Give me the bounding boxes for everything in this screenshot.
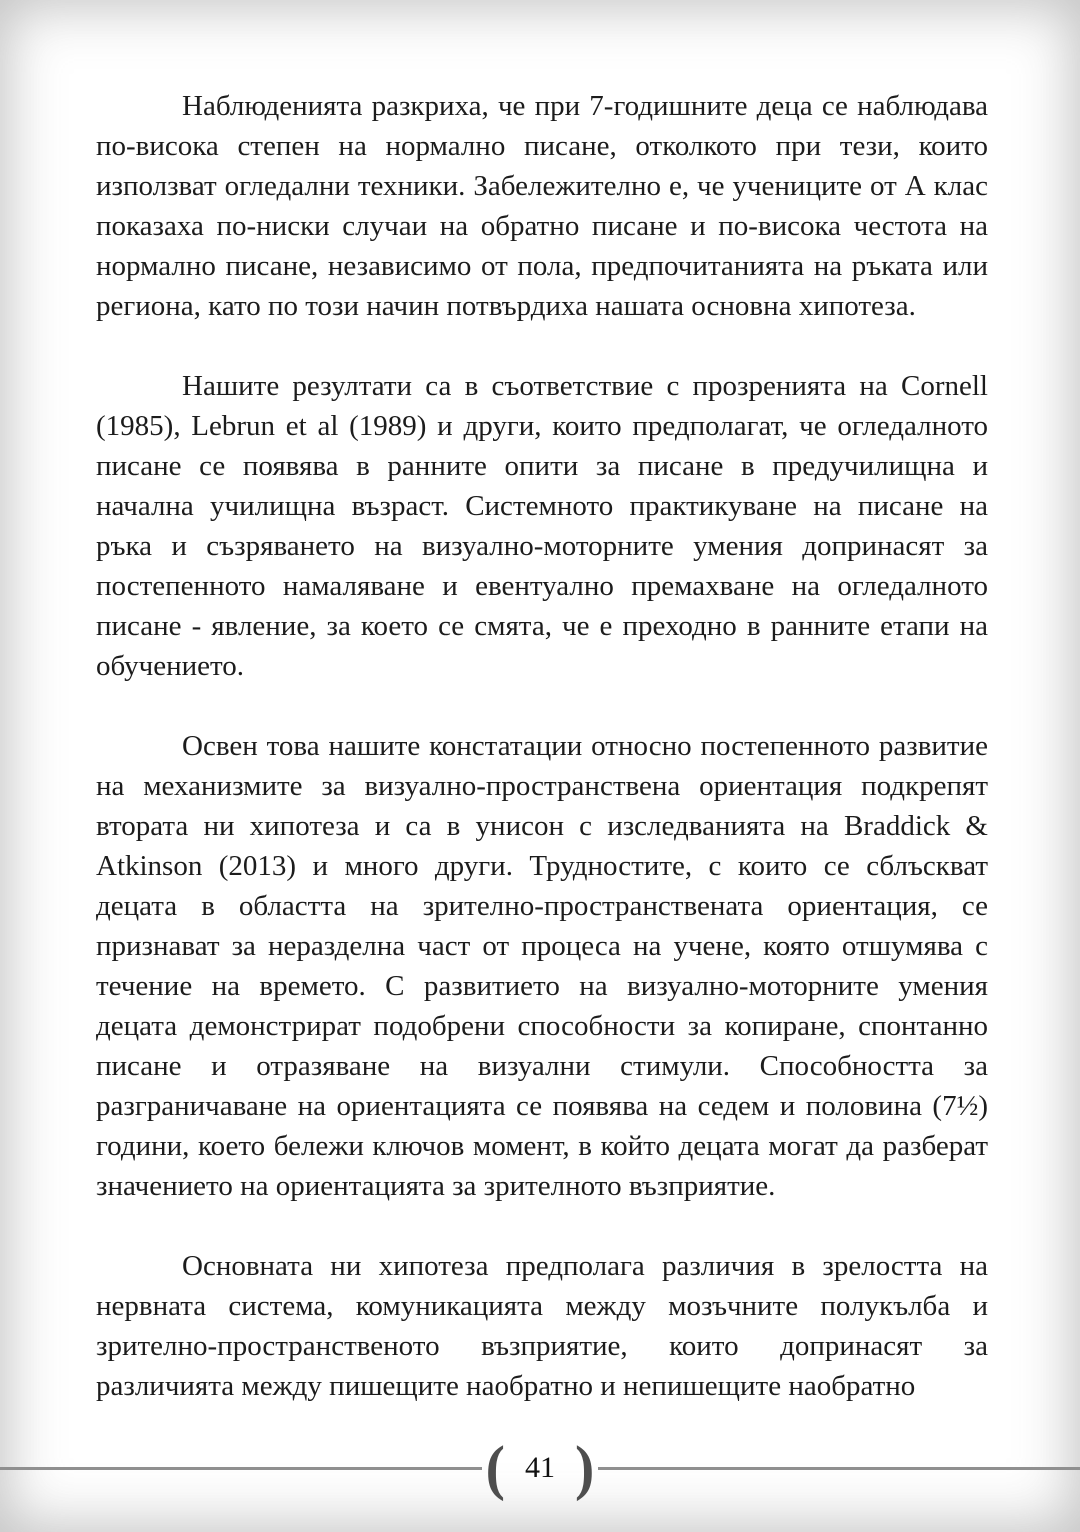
paragraph-2: Нашите резултати са в съответствие с прозренията на Cornell (1985), Lebrun et al (1989) и други, които предполагат, че огледалното писане се появява в ранните опити за писане в предучилищна и начална училищна възраст. Системното практикуване на писане на ръка и съзряването на визуално-моторните умения допринасят за постепенното намаляване и евентуално премахване на огледалното писане - явление, за което се смята, че е преходно в ранните етапи на обучението. [96,370,988,682]
paragraph-3: Освен това нашите констатации относно постепенното развитие на механизмите за визуално-пространствена ориентация подкрепят втората ни хипотеза и са в унисон с изследванията на Braddick & Atkinson (2013) и много други. Трудностите, с които се сблъскват децата в областта на зрително-пространствената ориентация, се признават за неразделна част от процеса на учене, която отшумява с течение на времето. С развитието на визуално-моторните умения децата демонстрират подобрени способности за копиране, спонтанно писане и отразяване на визуални стимули. Способността за разграничаване на ориентацията се появява на седем и половина (7½) години, което бележи ключов момент, в който децата могат да разберат значението на ориентацията за зрителното възприятие. [96,730,988,1202]
paragraph-1: Наблюденията разкриха, че при 7-годишните деца се наблюдава по-висока степен на нормално писане, отколкото при тези, които използват огледални техники. Забележително е, че учениците от А клас показаха по-ниски случаи на обратно писане и по-висока честота на нормално писане, независимо от пола, предпочитанията на ръката или региона, като по този начин потвърдиха нашата основна хипотеза. [96,90,988,322]
right-paren-ornament-icon: ) [575,1433,595,1502]
page-footer [0,1433,1080,1502]
footer-rule-left [0,1467,482,1470]
page-number: 41 [525,1451,555,1484]
paragraph-4: Основната ни хипотеза предполага различия в зрелостта на нервната система, комуникацията между мозъчните полукълба и зрително-пространственото възприятие, които допринасят за различията между пишещите наобратно и непишещите наобратно [96,1250,988,1402]
left-paren-ornament-icon: ( [485,1433,505,1502]
page-content [96,86,988,1446]
footer-rule-right [598,1467,1080,1470]
